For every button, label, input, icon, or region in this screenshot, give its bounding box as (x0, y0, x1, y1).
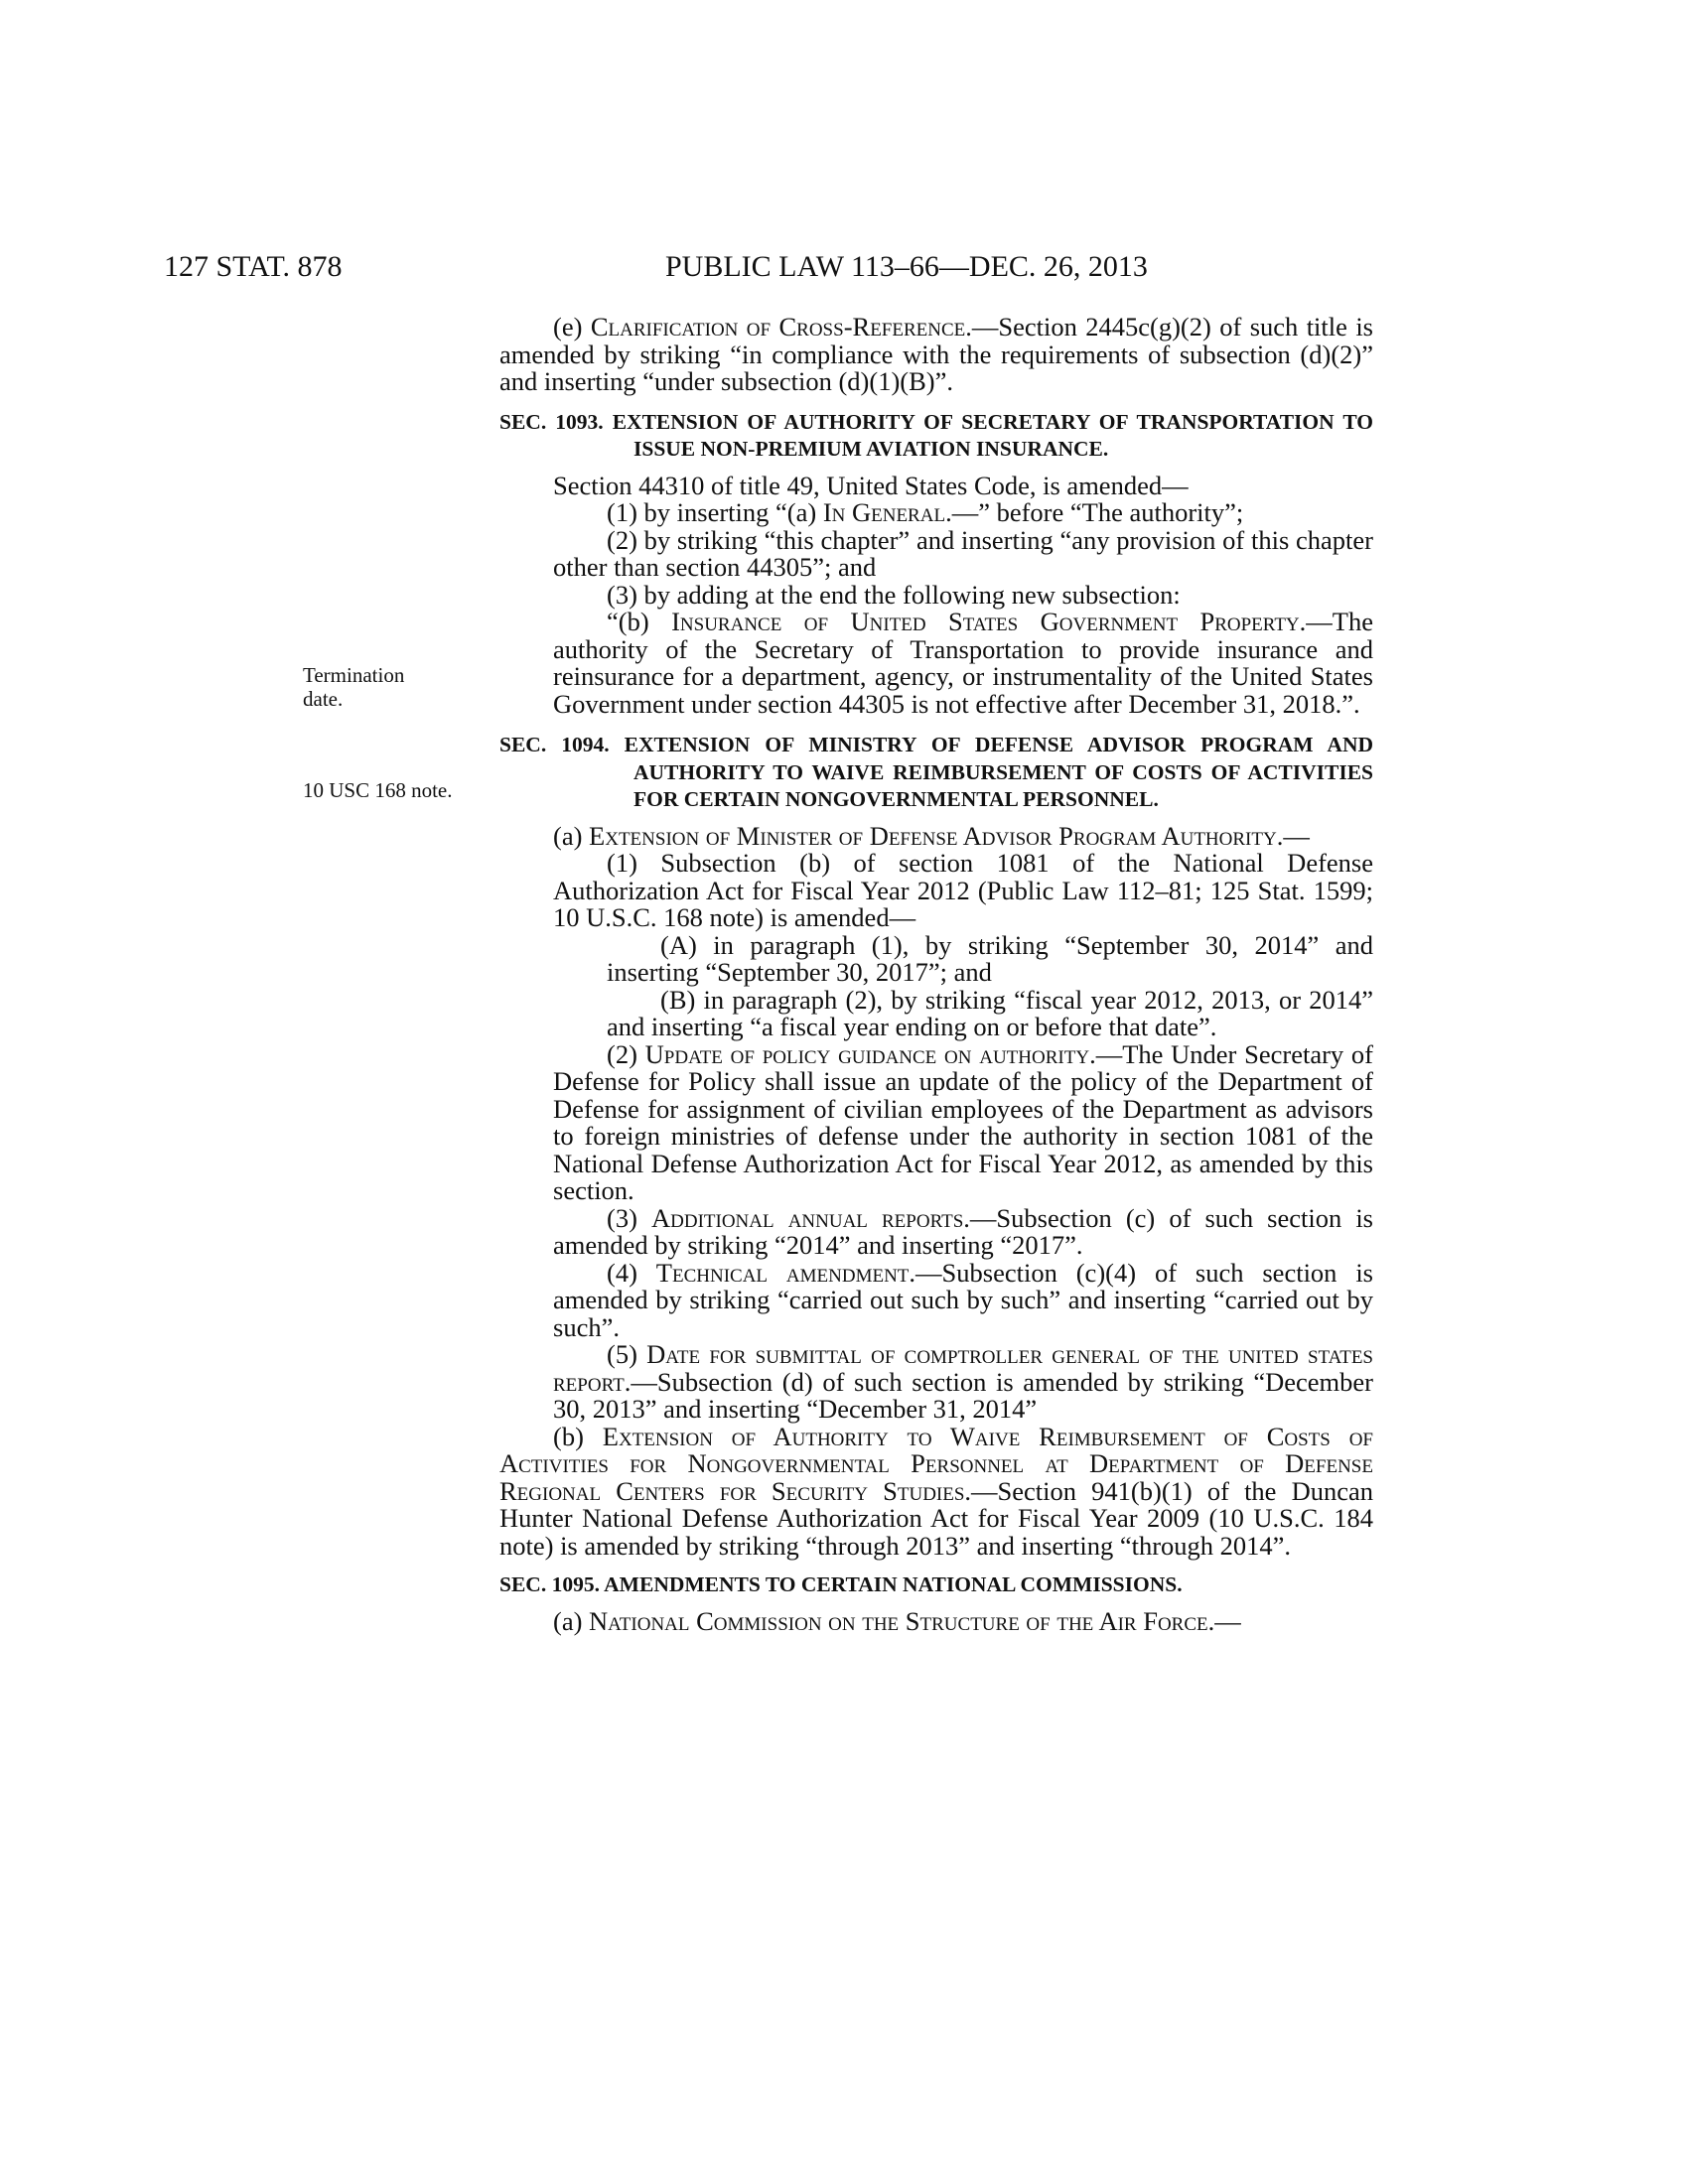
section-heading-1095: SEC. 1095. AMENDMENTS TO CERTAIN NATIONAL COMMISSIONS. (499, 1572, 1183, 1596)
body-text-column (499, 314, 1373, 1635)
margin-note-termination-date: Termination date. (303, 663, 405, 711)
running-header-title: PUBLIC LAW 113–66—DEC. 26, 2013 (665, 250, 1148, 283)
subparagraph: (B) in paragraph (2), by striking “fiscal year 2012, 2013, or 2014” and inserting “a fiscal year ending on or before that date”. (607, 984, 1373, 1041)
paragraph: Section 44310 of title 49, United States Code, is amended— (553, 470, 1189, 500)
subsection-b: (b) Extension of Authority to Waive Reimbursement of Costs of Activities for Nongovernmental Personnel at Department of Defense Regional Centers for Security Studies.—Section 941(b)(1) of the Duncan Hunter National Defense Authorization Act for Fiscal Year 2009 (10 U.S.C. 184 note) is amended by striking “through 2013” and inserting “through 2014”. (499, 1421, 1373, 1561)
stat-citation: 127 STAT. 878 (164, 250, 343, 283)
subparagraph: (A) in paragraph (1), by striking “September 30, 2014” and inserting “September 30, 2017”; and (607, 929, 1373, 987)
paragraph: (1) Subsection (b) of section 1081 of the National Defense Authorization Act for Fiscal Year 2012 (Public Law 112–81; 125 Stat. 1599; 10 U.S.C. 168 note) is amended— (553, 848, 1373, 932)
section-heading-1094: SEC. 1094. EXTENSION OF MINISTRY OF DEFENSE ADVISOR PROGRAM AND AUTHORITY TO WAIVE REIMBURSEMENT OF COSTS OF ACTIVITIES FOR CERTAIN NONGOVERNMENTAL PERSONNEL. (499, 733, 1373, 811)
margin-note-usc-citation: 10 USC 168 note. (303, 778, 453, 802)
subsection-heading: Clarification of Cross-Reference. (590, 312, 972, 341)
section-heading-1093: SEC. 1093. EXTENSION OF AUTHORITY OF SECRETARY OF TRANSPORTATION TO ISSUE NON-PREMIUM AVIATION INSURANCE. (499, 409, 1374, 461)
quoted-subsection-b: “(b) Insurance of United States Government Property.—The authority of the Secretary of Transportation to provide insurance and reinsurance for a department, agency, or instrumentality of the United States Government under section 44305 is not effective after December 31, 2018.”. (553, 607, 1373, 719)
paragraph: (1) by inserting “(a) In General.—” before “The authority”; (607, 497, 1244, 527)
paragraph: (3) by adding at the end the following new subsection: (607, 579, 1181, 610)
paragraph: (2) by striking “this chapter” and inserting “any provision of this chapter other than section 44305”; and (553, 524, 1373, 582)
subsection-e: (e) Clarification of Cross-Reference.—Section 2445c(g)(2) of such title is amended by striking “in compliance with the requirements of subsection (d)(2)” and inserting “under subsection (d)(1)(B)”. (499, 312, 1373, 396)
subsection-a: (a) Extension of Minister of Defense Advisor Program Authority.— (553, 820, 1310, 851)
paragraph: (5) Date for submittal of comptroller general of the united states report.—Subsection (d) of such section is amended by striking “December 30, 2013” and inserting “December 31, 2014” (553, 1339, 1373, 1424)
subsection-a-commission: (a) National Commission on the Structure of the Air Force.— (553, 1605, 1241, 1636)
paragraph: (2) Update of policy guidance on authority.—The Under Secretary of Defense for Policy shall issue an update of the policy of the Department of Defense for assignment of civilian employees of the Department as advisors to foreign ministries of defense under the authority in section 1081 of the National Defense Authorization Act for Fiscal Year 2012, as amended by this section. (553, 1038, 1373, 1205)
paragraph: (3) Additional annual reports.—Subsection (c) of such section is amended by striking “2014” and inserting “2017”. (553, 1202, 1373, 1260)
paragraph: (4) Technical amendment.—Subsection (c)(4) of such section is amended by striking “carried out such by such” and inserting “carried out by such”. (553, 1257, 1373, 1342)
